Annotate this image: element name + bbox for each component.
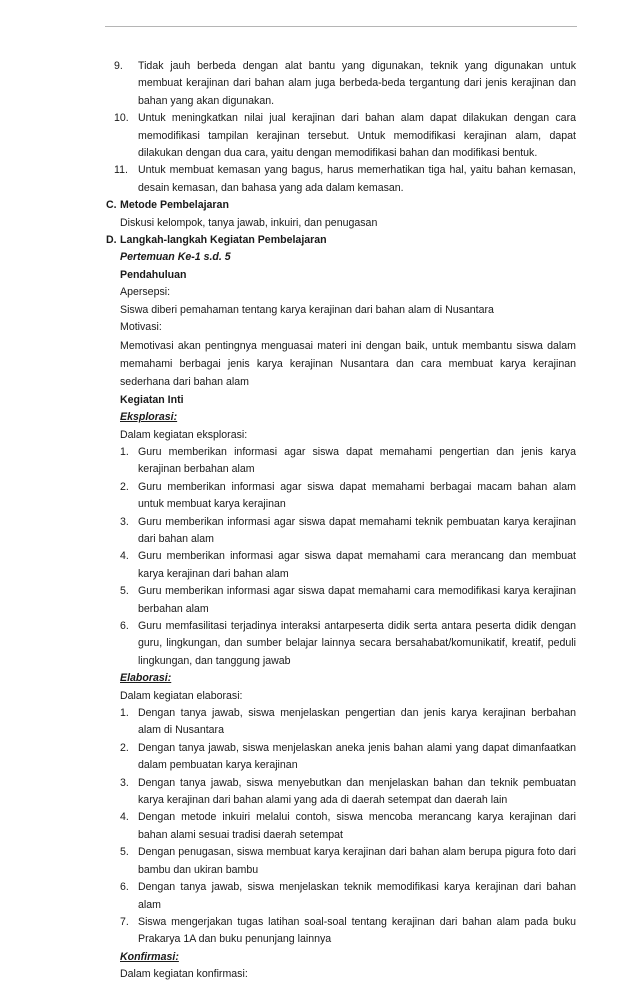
list-item xyxy=(0,740,638,775)
core-heading: Kegiatan Inti xyxy=(120,393,184,406)
eksplorasi-lead: Dalam kegiatan eksplorasi: xyxy=(120,428,248,441)
list-item xyxy=(0,479,638,514)
list-item xyxy=(0,879,638,914)
item-number: 9. xyxy=(114,60,123,72)
list-item xyxy=(0,618,638,670)
list-item xyxy=(0,583,638,618)
item-text: Dengan penugasan, siswa membuat karya kerajinan dari bahan alam berupa pigura foto dari bambu dan ukiran bambu xyxy=(138,846,576,876)
item-text: Siswa mengerjakan tugas latihan soal-soal tentang kerajinan dari bahan alam pada buku Prakarya 1A dan buku penunjang lainnya xyxy=(138,915,576,946)
item-number: 5. xyxy=(120,585,129,598)
motivasi-text: Memotivasi akan pentingnya menguasai materi ini dengan baik, untuk membantu siswa dalam memahami berbagai jenis karya kerajinan Nusantara dan cara membuat karya kerajinan sederhana dari bahan alam xyxy=(120,339,576,389)
intro-heading: Pendahuluan xyxy=(120,268,187,281)
motivasi-label: Motivasi: xyxy=(120,321,162,334)
konfirmasi-heading: Konfirmasi: xyxy=(120,950,179,963)
list-item xyxy=(0,705,638,740)
apersepsi-label: Apersepsi: xyxy=(120,286,171,299)
item-text: Dengan metode inkuiri melalui contoh, siswa mencoba merancang karya kerajinan dari bahan alami sesuai tradisi daerah setempat xyxy=(138,811,576,841)
item-text: Untuk meningkatkan nilai jual kerajinan dari bahan alam dapat dilakukan dengan cara memodifikasi tampilan kerajinan tersebut. Untuk memodifikasi kerajinan alam, dapat dilakukan dengan dua cara, yaitu dengan memodifikasi bahan dan modifikasi bentuk. xyxy=(138,112,576,160)
item-number: 6. xyxy=(120,620,129,632)
item-number: 4. xyxy=(120,811,129,824)
item-number: 4. xyxy=(120,550,129,563)
section-c-heading xyxy=(0,197,638,214)
meeting-heading: Pertemuan Ke-1 s.d. 5 xyxy=(120,251,231,264)
item-text: Guru memberikan informasi agar siswa dapat memahami teknik pembuatan karya kerajinan dari bahan alam xyxy=(138,515,576,545)
list-item xyxy=(0,914,638,949)
eksplorasi-list xyxy=(0,444,638,670)
item-text: Dengan tanya jawab, siswa menyebutkan dan menjelaskan bahan dan teknik pembuatan karya kerajinan dari bahan alami yang ada di daerah setempat dan daerah lain xyxy=(138,776,576,807)
apersepsi-text: Siswa diberi pemahaman tentang karya kerajinan dari bahan alam di Nusantara xyxy=(120,303,494,316)
item-number: 11. xyxy=(114,164,128,177)
item-number: 6. xyxy=(120,881,129,894)
item-number: 3. xyxy=(120,776,129,789)
elaborasi-lead: Dalam kegiatan elaborasi: xyxy=(120,689,243,702)
item-text: Guru memberikan informasi agar siswa dapat memahami pengertian dan jenis karya kerajinan berbahan alam xyxy=(138,445,576,476)
item-text: Guru memberikan informasi agar siswa dapat memahami cara memodifikasi karya kerajinan berbahan alam xyxy=(138,585,576,615)
item-text: Guru memfasilitasi terjadinya interaksi antarpeserta didik serta antara peserta didik dengan guru, lingkungan, dan sumber belajar lainnya secara bersahabat/komunikatif, kreatif, peduli lingkungan, dan tanggung jawab xyxy=(138,620,576,667)
list-item xyxy=(0,162,638,197)
section-letter: D. xyxy=(106,234,117,247)
item-text: Dengan tanya jawab, siswa menjelaskan aneka jenis bahan alami yang dapat dimanfaatkan dalam pembuatan karya kerajinan xyxy=(138,741,576,772)
item-number: 1. xyxy=(120,707,129,720)
item-text: Dengan tanya jawab, siswa menjelaskan pengertian dan jenis karya kerajinan berbahan alam di Nusantara xyxy=(138,707,576,737)
section-d-heading xyxy=(0,232,638,249)
header-rule xyxy=(105,26,577,27)
list-item xyxy=(0,775,638,810)
list-item xyxy=(0,844,638,879)
item-text: Guru memberikan informasi agar siswa dapat memahami berbagai macam bahan alam untuk membuat karya kerajinan xyxy=(138,480,576,511)
top-list xyxy=(0,58,638,197)
item-number: 5. xyxy=(120,846,129,859)
list-item xyxy=(0,58,638,110)
item-text: Dengan tanya jawab, siswa menjelaskan teknik memodifikasi karya kerajinan dari bahan alam xyxy=(138,881,576,911)
item-text: Tidak jauh berbeda dengan alat bantu yang digunakan, teknik yang digunakan untuk membuat kerajinan dari bahan alam juga berbeda-beda tergantung dari jenis kerajinan dan bahan yang akan digunakan. xyxy=(138,60,576,107)
elaborasi-list xyxy=(0,705,638,949)
section-letter: C. xyxy=(106,199,117,212)
eksplorasi-heading: Eksplorasi: xyxy=(120,411,178,424)
item-number: 7. xyxy=(120,915,129,928)
section-title: Metode Pembelajaran xyxy=(120,199,229,212)
section-c-text: Diskusi kelompok, tanya jawab, inkuiri, dan penugasan xyxy=(120,216,378,229)
item-number: 10. xyxy=(114,112,129,125)
section-title: Langkah-langkah Kegiatan Pembelajaran xyxy=(120,234,327,247)
list-item xyxy=(0,514,638,549)
list-item xyxy=(0,548,638,583)
item-text: Untuk membuat kemasan yang bagus, harus memerhatikan tiga hal, yaitu bahan kemasan, desain kemasan, dan bahasa yang ada dalam kemasan. xyxy=(138,164,576,194)
item-text: Guru memberikan informasi agar siswa dapat memahami cara merancang dan membuat karya kerajinan dari bahan alam xyxy=(138,550,576,580)
elaborasi-heading: Elaborasi: xyxy=(120,672,172,685)
document-page xyxy=(0,58,638,984)
item-number: 1. xyxy=(120,445,129,458)
item-number: 3. xyxy=(120,515,129,528)
item-number: 2. xyxy=(120,741,129,754)
item-number: 2. xyxy=(120,480,129,493)
list-item xyxy=(0,110,638,162)
list-item xyxy=(0,809,638,844)
konfirmasi-lead: Dalam kegiatan konfirmasi: xyxy=(120,968,248,981)
list-item xyxy=(0,444,638,479)
